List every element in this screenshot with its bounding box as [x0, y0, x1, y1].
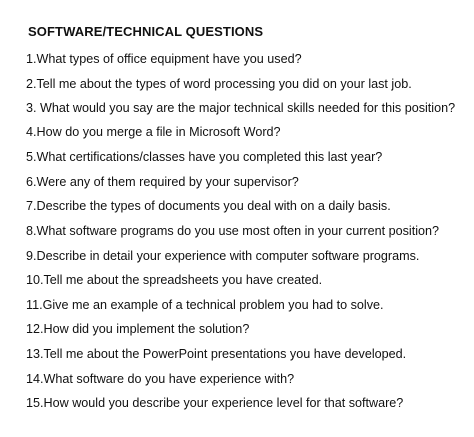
question-item: 1.What types of office equipment have you used? [26, 52, 302, 66]
question-item: 7.Describe the types of documents you deal with on a daily basis. [26, 199, 391, 213]
question-item: 14.What software do you have experience with? [26, 372, 295, 386]
question-item: 12.How did you implement the solution? [26, 322, 250, 336]
question-item: 2.Tell me about the types of word processing you did on your last job. [26, 77, 412, 91]
question-item: 11.Give me an example of a technical problem you had to solve. [26, 298, 384, 312]
question-item: 15.How would you describe your experience level for that software? [26, 396, 404, 410]
question-item: 4.How do you merge a file in Microsoft Word? [26, 125, 281, 139]
question-item: 13.Tell me about the PowerPoint presentations you have developed. [26, 347, 407, 361]
question-item: 6.Were any of them required by your supervisor? [26, 175, 299, 189]
question-item: 5.What certifications/classes have you completed this last year? [26, 150, 383, 164]
question-item: 8.What software programs do you use most often in your current position? [26, 224, 439, 238]
question-item: 3. What would you say are the major technical skills needed for this position? [26, 101, 456, 115]
question-item: 10.Tell me about the spreadsheets you have created. [26, 273, 323, 287]
page-title: SOFTWARE/TECHNICAL QUESTIONS [28, 24, 264, 39]
question-item: 9.Describe in detail your experience with computer software programs. [26, 249, 420, 263]
